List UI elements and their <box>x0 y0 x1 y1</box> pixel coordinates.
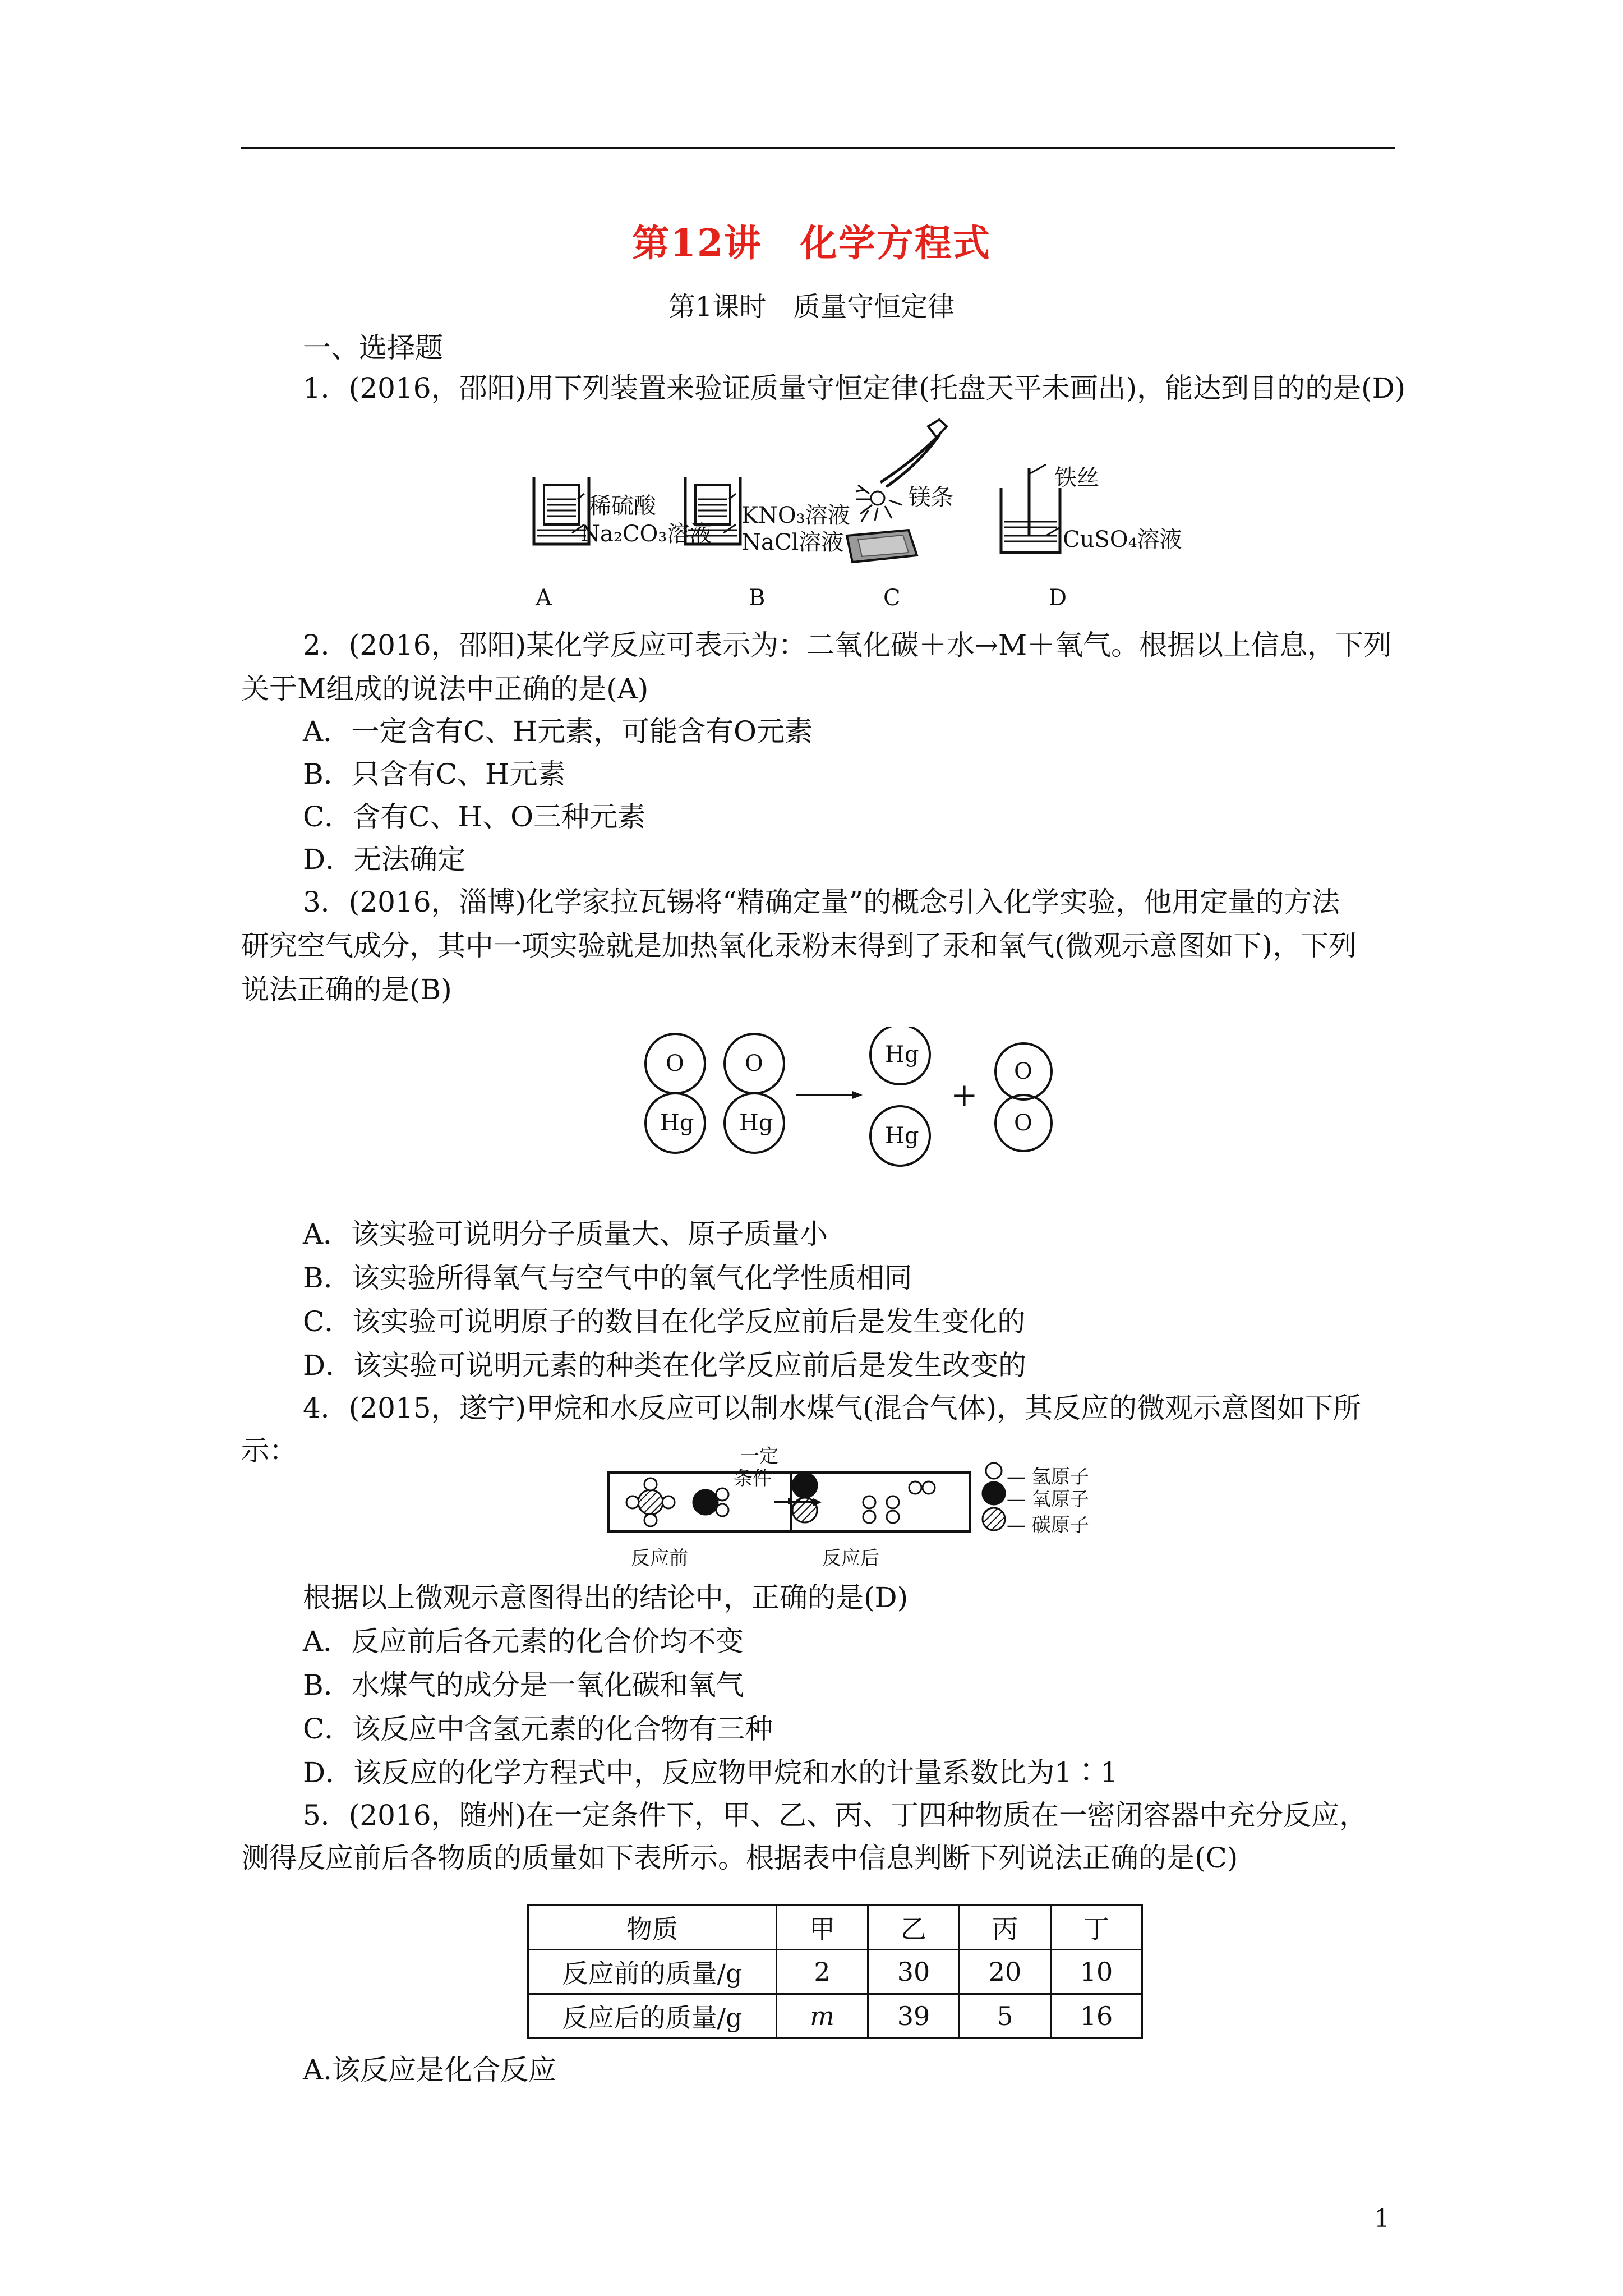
legend-carbon: — 碳原子 <box>1007 1514 1089 1536</box>
table-cell: 16 <box>1051 1994 1142 2039</box>
q1-a-reagent-top: 稀硫酸 <box>589 493 656 519</box>
atom-hg-label: Hg <box>885 1123 919 1149</box>
mass-table <box>527 1904 1143 2039</box>
q1-text: 1．(2016，邵阳)用下列装置来验证质量守恒定律(托盘天平未画出)，能达到目的的是(D) <box>303 372 1406 404</box>
q1-d-reagent-bottom: CuSO₄溶液 <box>1063 527 1182 553</box>
q3-line2: 研究空气成分，其中一项实验就是加热氧化汞粉末得到了汞和氧气(微观示意图如下)，下列 <box>241 930 1357 962</box>
page-title: 第12讲 化学方程式 <box>632 221 991 265</box>
q1-option-d-label: D <box>1049 585 1067 611</box>
beaker-d-icon <box>1001 464 1060 553</box>
page-number: 1 <box>1374 2205 1390 2233</box>
table-cell: 丙 <box>960 1906 1051 1950</box>
q1-b-reagent-top: KNO₃溶液 <box>741 503 850 528</box>
q1-a-reagent-bottom: Na₂CO₃溶液 <box>580 521 712 547</box>
q2-option-c: C．含有C、H、O三种元素 <box>303 800 646 833</box>
atom-hg-label: Hg <box>739 1110 773 1136</box>
table-cell: 物质 <box>528 1906 777 1950</box>
atom-o-label: O <box>1014 1110 1032 1136</box>
table-cell: 反应前的质量/g <box>528 1950 777 1994</box>
q4-option-d: D．该反应的化学方程式中，反应物甲烷和水的计量系数比为1∶1 <box>303 1756 1118 1789</box>
table-cell: 乙 <box>868 1906 960 1950</box>
table-header-row <box>528 1906 1142 1950</box>
q4-option-a: A．反应前后各元素的化合价均不变 <box>303 1625 744 1658</box>
q2-option-b: B．只含有C、H元素 <box>303 758 566 790</box>
condition-bottom-label: 条件 <box>734 1467 772 1490</box>
q5-line2: 测得反应前后各物质的质量如下表所示。根据表中信息判断下列说法正确的是(C) <box>241 1842 1238 1874</box>
q4-stem: 根据以上微观示意图得出的结论中，正确的是(D) <box>303 1581 909 1614</box>
atom-hg-label: Hg <box>885 1042 919 1068</box>
q1-option-a-label: A <box>536 585 552 611</box>
atom-o-label: O <box>666 1051 684 1076</box>
legend-hydrogen: — 氢原子 <box>1007 1466 1089 1488</box>
table-cell: m <box>777 1994 868 2039</box>
q3-option-c: C．该实验可说明原子的数目在化学反应前后是发生变化的 <box>303 1305 1026 1338</box>
q1-c-reagent-top: 镁条 <box>909 485 953 510</box>
table-cell: 39 <box>868 1994 960 2039</box>
table-row <box>528 1994 1142 2039</box>
table-cell: 5 <box>960 1994 1051 2039</box>
q2-option-a: A．一定含有C、H元素，可能含有O元素 <box>303 715 813 748</box>
q3-line1: 3．(2016，淄博)化学家拉瓦锡将“精确定量”的概念引入化学实验，他用定量的方法 <box>303 886 1340 918</box>
table-cell: 甲 <box>777 1906 868 1950</box>
q3-line3: 说法正确的是(B) <box>241 973 452 1006</box>
q1-option-b-label: B <box>749 585 766 611</box>
q1-option-c-label: C <box>883 585 901 611</box>
table-cell: 丁 <box>1051 1906 1142 1950</box>
condition-top-label: 一定 <box>740 1445 778 1467</box>
q3-option-a: A．该实验可说明分子质量大、原子质量小 <box>303 1218 828 1250</box>
table-row <box>528 1950 1142 1994</box>
after-label: 反应后 <box>822 1547 879 1570</box>
table-cell: 20 <box>960 1950 1051 1994</box>
q4-option-b: B．水煤气的成分是一氧化碳和氧气 <box>303 1669 744 1701</box>
section-heading: 一、选择题 <box>303 332 443 364</box>
q3-mercury-oxide-diagram <box>639 1027 1060 1195</box>
q2-line2: 关于M组成的说法中正确的是(A) <box>241 673 649 705</box>
q2-line1: 2．(2016，邵阳)某化学反应可表示为：二氧化碳＋水→M＋氧气。根据以上信息，下列 <box>303 629 1392 661</box>
q4-line2: 示： <box>241 1434 297 1467</box>
atom-o-label: O <box>745 1051 763 1076</box>
table-cell: 反应后的质量/g <box>528 1994 777 2039</box>
table-cell: 30 <box>868 1950 960 1994</box>
q4-methane-diagram <box>606 1447 1110 1576</box>
q5-line1: 5．(2016，随州)在一定条件下，甲、乙、丙、丁四种物质在一密闭容器中充分反应， <box>303 1799 1368 1832</box>
q4-line1: 4．(2015，遂宁)甲烷和水反应可以制水煤气(混合气体)，其反应的微观示意图如下所 <box>303 1392 1362 1424</box>
table-cell: 10 <box>1051 1950 1142 1994</box>
plus-sign: + <box>951 1076 978 1114</box>
legend-oxygen: — 氧原子 <box>1007 1488 1089 1511</box>
atom-o-label: O <box>1014 1059 1032 1084</box>
q1-d-reagent-top: 铁丝 <box>1054 465 1099 491</box>
q1-b-reagent-bottom: NaCl溶液 <box>741 530 844 555</box>
q2-option-d: D．无法确定 <box>303 843 466 876</box>
q4-option-c: C．该反应中含氢元素的化合物有三种 <box>303 1713 773 1745</box>
atom-hg-label: Hg <box>660 1110 694 1136</box>
header-rule <box>241 147 1395 149</box>
page-subtitle: 第1课时 质量守恒定律 <box>668 291 955 323</box>
before-label: 反应前 <box>631 1547 688 1570</box>
table-cell: 2 <box>777 1950 868 1994</box>
q3-option-d: D．该实验可说明元素的种类在化学反应前后是发生改变的 <box>303 1349 1027 1382</box>
q3-option-b: B．该实验所得氧气与空气中的氧气化学性质相同 <box>303 1262 912 1294</box>
q5-option-a: A.该反应是化合反应 <box>303 2054 557 2086</box>
